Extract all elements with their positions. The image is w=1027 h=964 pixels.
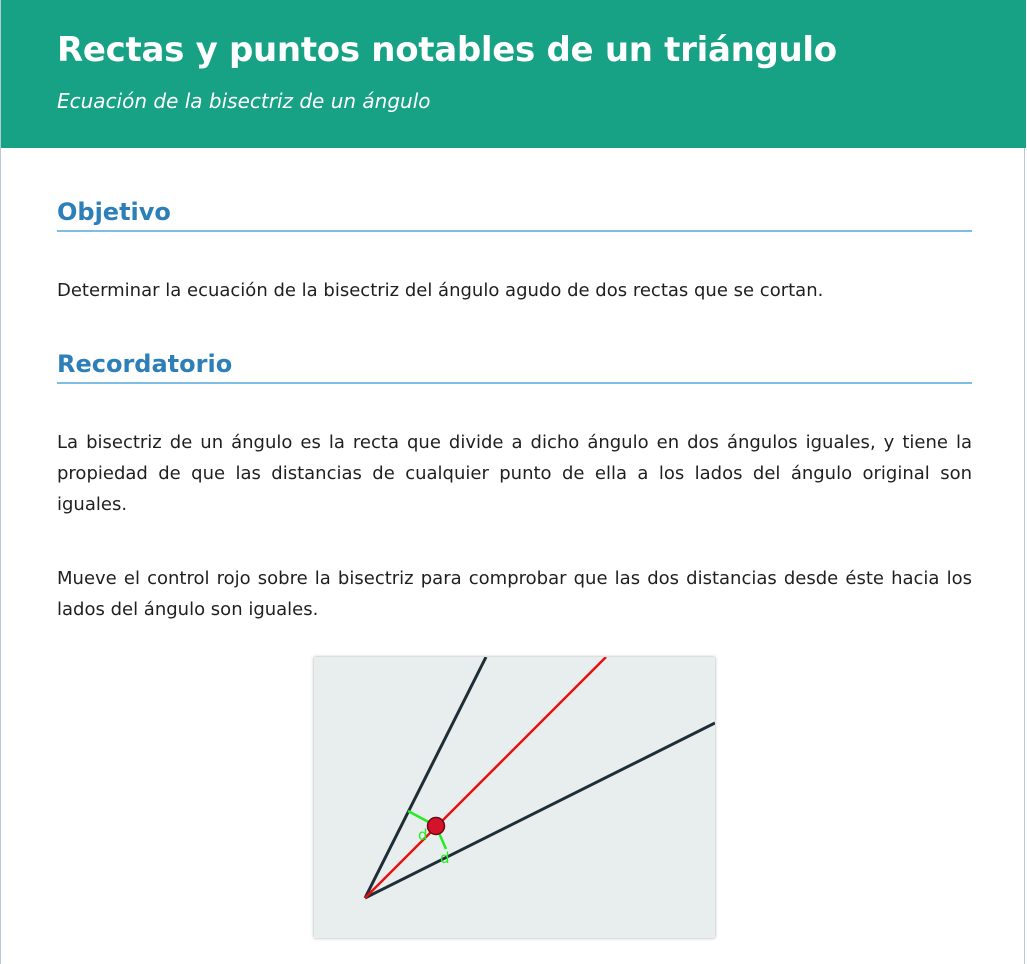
bisector-applet[interactable] <box>314 657 715 938</box>
reminder-heading: Recordatorio <box>57 350 972 384</box>
page-subtitle: Ecuación de la bisectriz de un ángulo <box>57 89 431 113</box>
page-title: Rectas y puntos notables de un triángulo <box>57 30 837 70</box>
applet-canvas <box>314 657 715 938</box>
angle-side-upper <box>365 657 486 898</box>
reminder-text-1: La bisectriz de un ángulo es la recta que divide a dicho ángulo en dos ángulos iguales, y tiene la propiedad de que las distancias de cualquier punto de ella a los lados del ángulo original son iguales. <box>57 432 972 515</box>
angle-side-lower <box>365 723 715 898</box>
reminder-text-2: Mueve el control rojo sobre la bisectriz para comprobar que las dos distancias desde éste hacia los lados del ángulo son iguales. <box>57 568 972 620</box>
distance-label-lower: d <box>440 849 450 867</box>
objective-text: Determinar la ecuación de la bisectriz del ángulo agudo de dos rectas que se cortan. <box>57 280 824 301</box>
page-header <box>1 0 1026 148</box>
objective-heading: Objetivo <box>57 198 972 232</box>
bisector-line <box>365 657 606 898</box>
distance-label-upper: d <box>418 826 428 844</box>
bisector-control-point[interactable] <box>428 818 445 835</box>
